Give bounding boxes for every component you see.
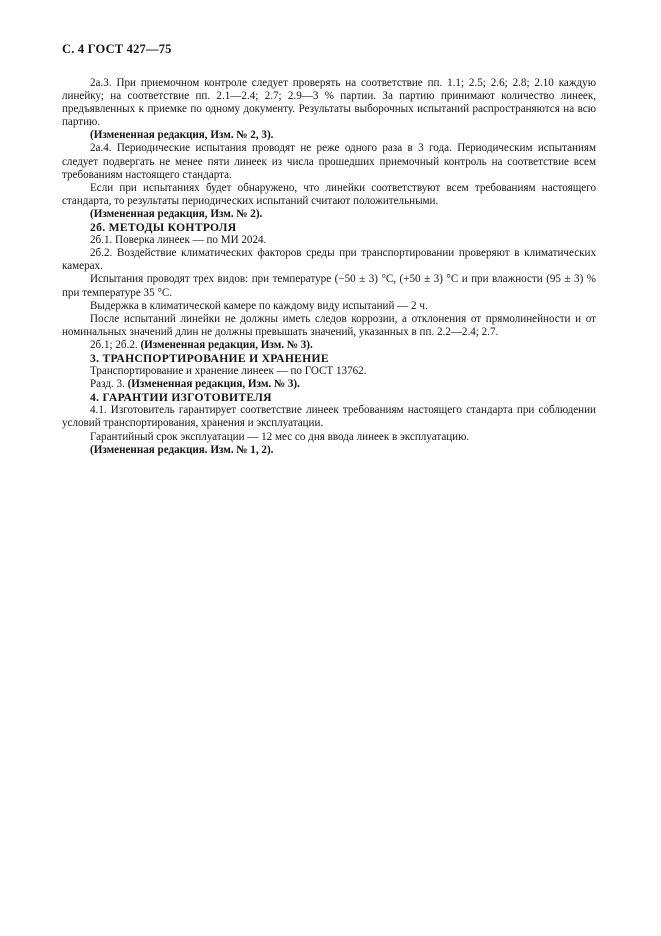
amendment-ref-3: Разд. 3. xyxy=(90,378,128,391)
amendment-line-3 xyxy=(62,378,596,391)
document-body xyxy=(62,77,596,457)
amendment-ref-2b: 2б.1; 2б.2. xyxy=(90,338,141,351)
amendment-note-3: (Измененная редакция, Изм. № 3). xyxy=(127,378,300,391)
page-header: С. 4 ГОСТ 427—75 xyxy=(62,42,172,56)
section-heading-2b: 2б. МЕТОДЫ КОНТРОЛЯ xyxy=(90,221,237,235)
paragraph-exposure: Выдержка в климатической камере по каждому виду испытаний — 2 ч. xyxy=(90,299,428,312)
paragraph-2a4-cont: Если при испытаниях будет обнаружено, что линейки соответствуют всем требованиям настоящего стандарта, то результаты периодических испытаний считают положительными. xyxy=(62,181,596,207)
section-heading-3: 3. ТРАНСПОРТИРОВАНИЕ И ХРАНЕНИЕ xyxy=(90,351,329,365)
paragraph-transport: Транспортирование и хранение линеек — по ГОСТ 13762. xyxy=(90,365,367,378)
paragraph-4-1: 4.1. Изготовитель гарантирует соответствие линеек требованиям настоящего стандарта при соблюдении условий транспортирования, хранения и эксплуатации. xyxy=(62,404,596,430)
paragraph-warranty: Гарантийный срок эксплуатации — 12 мес со дня ввода линеек в эксплуатацию. xyxy=(90,430,470,443)
amendment-line-2b xyxy=(62,339,596,352)
amendment-note-4: (Измененная редакция. Изм. № 1, 2). xyxy=(90,443,274,456)
paragraph-2a3: 2а.3. При приемочном контроле следует проверять на соответствие пп. 1.1; 2.5; 2.6; 2.8; 2.10 каждую линейку; на соответствие пп. 2.1—2.4; 2.7; 2.9—3 % партии. За партию принимают количество линеек, предъявленных к приемке по одному документу. Результаты выборочных испытаний распространяются на всю партию. xyxy=(62,77,596,129)
paragraph-2a4: 2а.4. Периодические испытания проводят не реже одного раза в 3 года. Периодическим испытаниям следует подвергать не менее пяти линеек из числа прошедших приемочный контроль на соответствие всем требованиям настоящего стандарта. xyxy=(62,142,596,181)
section-heading-4: 4. ГАРАНТИИ ИЗГОТОВИТЕЛЯ xyxy=(90,391,272,405)
amendment-note-2a4: (Измененная редакция, Изм. № 2). xyxy=(90,207,263,220)
paragraph-after-tests: После испытаний линейки не должны иметь следов коррозии, а отклонения от прямолинейности и от номинальных значений длин не должны превышать значений, указанных в пп. 2.2—2.4; 2.7. xyxy=(62,312,596,338)
amendment-note-2b: (Измененная редакция, Изм. № 3). xyxy=(140,338,313,351)
paragraph-2b1: 2б.1. Поверка линеек — по МИ 2024. xyxy=(90,234,267,247)
amendment-note-2a3: (Измененная редакция, Изм. № 2, 3). xyxy=(90,129,274,142)
paragraph-test-types: Испытания проводят трех видов: при температуре (−50 ± 3) °С, (+50 ± 3) °С и при влажности (95 ± 3) % при температуре 35 °С. xyxy=(62,273,596,299)
paragraph-2b2: 2б.2. Воздействие климатических факторов среды при транспортировании проверяют в климатических камерах. xyxy=(62,247,596,273)
